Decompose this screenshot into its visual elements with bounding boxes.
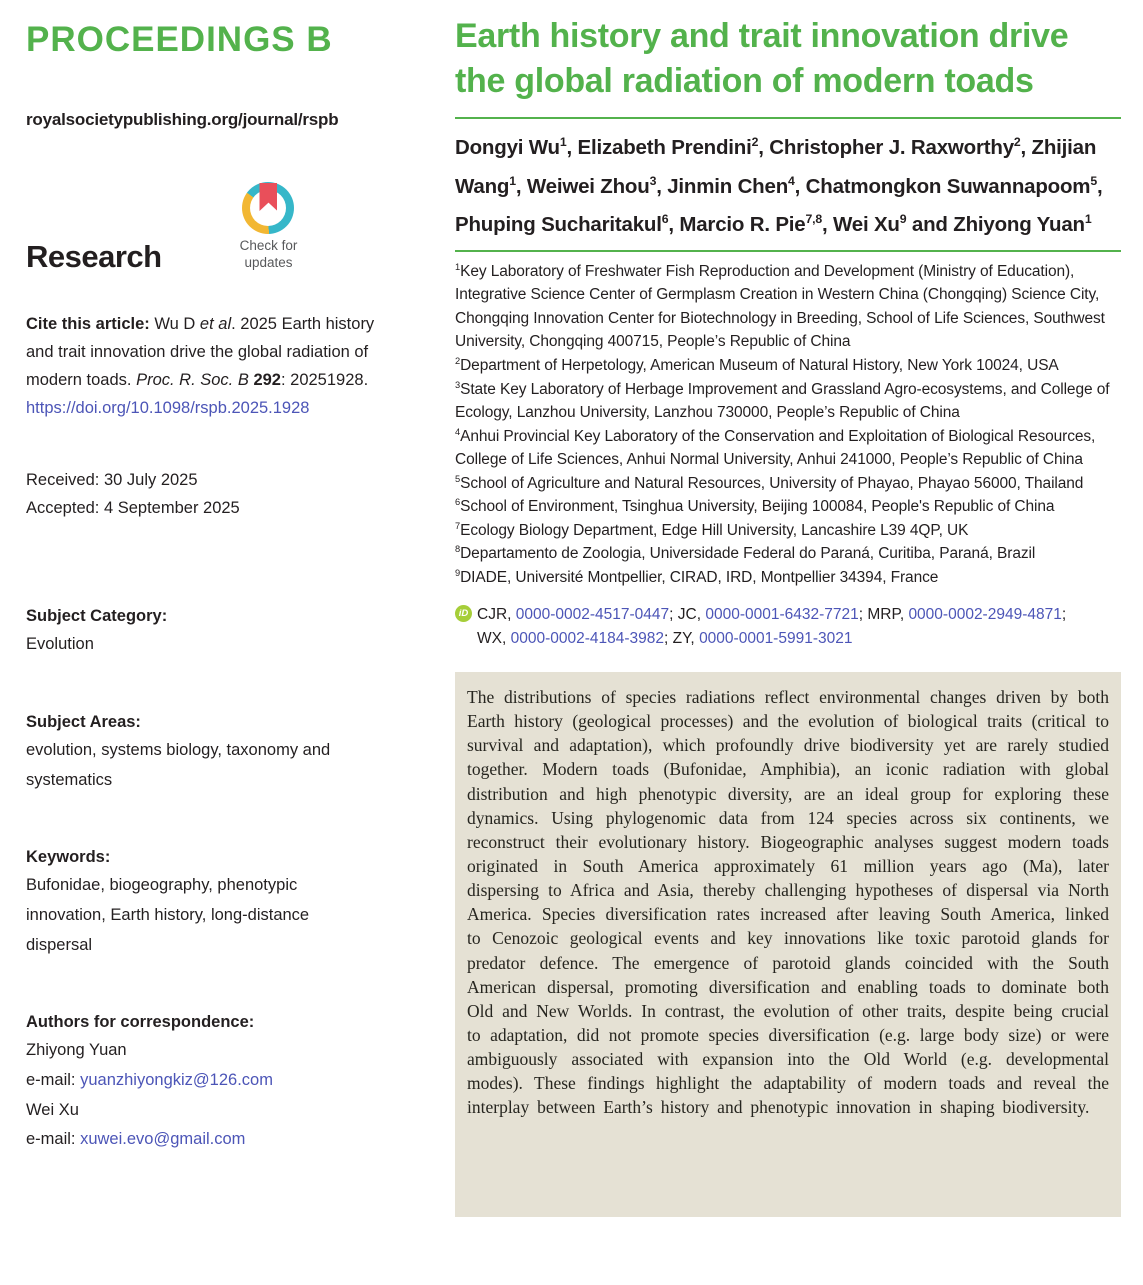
affiliation-item: $^5$School of Agriculture and Natural Resources, University of Phayao, Phayao 56000, Thailand: [455, 473, 1084, 492]
section-row: [26, 182, 430, 272]
orcid-links[interactable]: CJR, 0000-0002-4517-0447; JC, 0000-0001-6432-7721; MRP, 0000-0002-2949-4871; WX, 0000-0002-4184-3982; ZY, 0000-0001-5991-3021: [477, 606, 1067, 647]
cite-block: [26, 310, 376, 422]
affiliation-item: $^1$Key Laboratory of Freshwater Fish Reproduction and Development (Ministry of Education), Integrative Science Center of Germplasm Creation in Western China (Chongqing) Science City, Chongqing Innovation Center for Biotechnology in Breeding, School of Life Sciences, Southwest University, Chongqing 400715, People’s Republic of China: [455, 261, 1105, 351]
orcid-icon[interactable]: iD: [455, 605, 472, 622]
keywords-value: Bufonidae, biogeography, phenotypic innovation, Earth history, long-distance dispersal: [26, 876, 310, 954]
title-line-2: the global radiation of modern toads: [455, 62, 1034, 101]
doi-link[interactable]: https://doi.org/10.1098/rspb.2025.1928: [26, 398, 310, 417]
abstract-text: The distributions of species radiations reflect environmental changes driven by both Earth history (geological processes) and the evolution of biological traits (critical to survival and adaptation), which profoundly drive biodiversity yet are rarely studied together. Modern toads (Bufonidae, Amphibia), an iconic radiation with global distribution and high phenotypic diversity, are an ideal group for exploring these dynamics. Using phylogenomic data from 124 species across six continents, we reconstruct their evolutionary history. Biogeographic analyses suggest modern toads originated in South America approximately 61 million years ago (Ma), later dispersing to Africa and Asia, thereby challenging hypotheses of dispersal via North America. Species diversification rates increased after leaving South America, linked to Cenozoic geological events and key innovations like toxic parotoid glands for predator defence. The emergence of parotoid glands coincided with the South American dispersal, promoting diversification and enabling toads to dominate both Old and New Worlds. In contrast, the evolution of other traits, despite being crucial to adaptation, did not promote species diversification (e.g. large body size) or were ambiguously associated with expansion into the Old World (e.g. developmental modes). These findings highlight the adaptability of modern toads and reveal the interplay between Earth’s history and phenotypic innovation in shaping biodiversity.: [467, 686, 1109, 1118]
affiliation-item: $^6$School of Environment, Tsinghua University, Beijing 100084, People's Republic of China: [455, 497, 1055, 516]
abstract-box: [455, 672, 1121, 1217]
correspondence-email-row: [26, 1066, 376, 1096]
correspondence-block: [26, 1008, 430, 1155]
article-title: [455, 14, 1121, 104]
correspondence-email-row: [26, 1125, 376, 1155]
email-link[interactable]: xuwei.evo@gmail.com: [80, 1130, 246, 1149]
journal-logo: PROCEEDINGS B: [26, 20, 333, 59]
affiliation-item: $^7$Ecology Biology Department, Edge Hill University, Lancashire L39 4QP, UK: [455, 520, 969, 539]
affiliation-item: $^4$Anhui Provincial Key Laboratory of the Conservation and Exploitation of Biological Resources, College of Life Sciences, Anhui Normal University, Anhui 241000, People’s Republic of China: [455, 426, 1096, 469]
affiliation-item: $^2$Department of Herpetology, American Museum of Natural History, New York 10024, USA: [455, 355, 1059, 374]
author-list: Dongyi Wu$^1$, Elizabeth Prendini$^2$, Christopher J. Raxworthy$^2$, Zhijian Wang$^1$, Weiwei Zhou$^3$, Jinmin Chen$^4$, Chatmongkon Suwannapoom$^5$, Phuping Sucharitakul$^6$, Marcio R. Pie$^{7,8}$, Wei Xu$^9$ and Zhiyong Yuan$^1$: [455, 135, 1103, 236]
correspondence-label: Authors for correspondence:: [26, 1013, 255, 1032]
main-column: [440, 0, 1143, 1285]
orcid-block: [455, 603, 1121, 650]
check-for-updates-badge[interactable]: [240, 182, 298, 272]
journal-url: royalsocietypublishing.org/journal/rspb: [26, 110, 339, 129]
subject-areas-block: [26, 708, 430, 795]
affiliation-list: [455, 260, 1121, 590]
cite-text: Cite this article: Wu D et al. 2025 Earth history and trait innovation drive the global radiation of modern toads. Proc. R. Soc. B 292: 20251928.: [26, 314, 375, 389]
title-line-1: Earth history and trait innovation drive: [455, 17, 1069, 55]
title-divider: [455, 117, 1121, 119]
check-for-updates-label: Check for updates: [239, 238, 298, 270]
subject-areas-label: Subject Areas:: [26, 712, 141, 731]
subject-category-value: Evolution: [26, 635, 94, 654]
authors-divider: [455, 250, 1121, 252]
dates-block: [26, 466, 430, 522]
affiliation-item: $^3$State Key Laboratory of Herbage Improvement and Grassland Agro-ecosystems, and College of Ecology, Lanzhou University, Lanzhou 730000, People’s Republic of China: [455, 379, 1110, 422]
keywords-label: Keywords:: [26, 848, 111, 867]
subject-areas-value: evolution, systems biology, taxonomy and systematics: [26, 740, 331, 789]
crossmark-icon: [242, 182, 294, 234]
email-label: e-mail:: [26, 1071, 81, 1090]
affiliation-item: $^9$DIADE, Université Montpellier, CIRAD, IRD, Montpellier 34394, France: [455, 567, 939, 586]
email-label: e-mail:: [26, 1130, 81, 1149]
correspondence-name: Zhiyong Yuan: [26, 1041, 127, 1060]
subject-category-block: [26, 602, 430, 660]
left-sidebar: [0, 0, 440, 1285]
affiliation-item: $^8$Departamento de Zoologia, Universidade Federal do Paraná, Curitiba, Paraná, Brazil: [455, 544, 1036, 563]
section-heading: Research: [26, 238, 162, 274]
correspondence-name: Wei Xu: [26, 1100, 79, 1119]
email-link[interactable]: yuanzhiyongkiz@126.com: [80, 1071, 273, 1090]
subject-category-label: Subject Category:: [26, 607, 168, 626]
keywords-block: [26, 843, 430, 960]
accepted-date: Accepted: 4 September 2025: [26, 498, 240, 517]
received-date: Received: 30 July 2025: [26, 470, 198, 489]
